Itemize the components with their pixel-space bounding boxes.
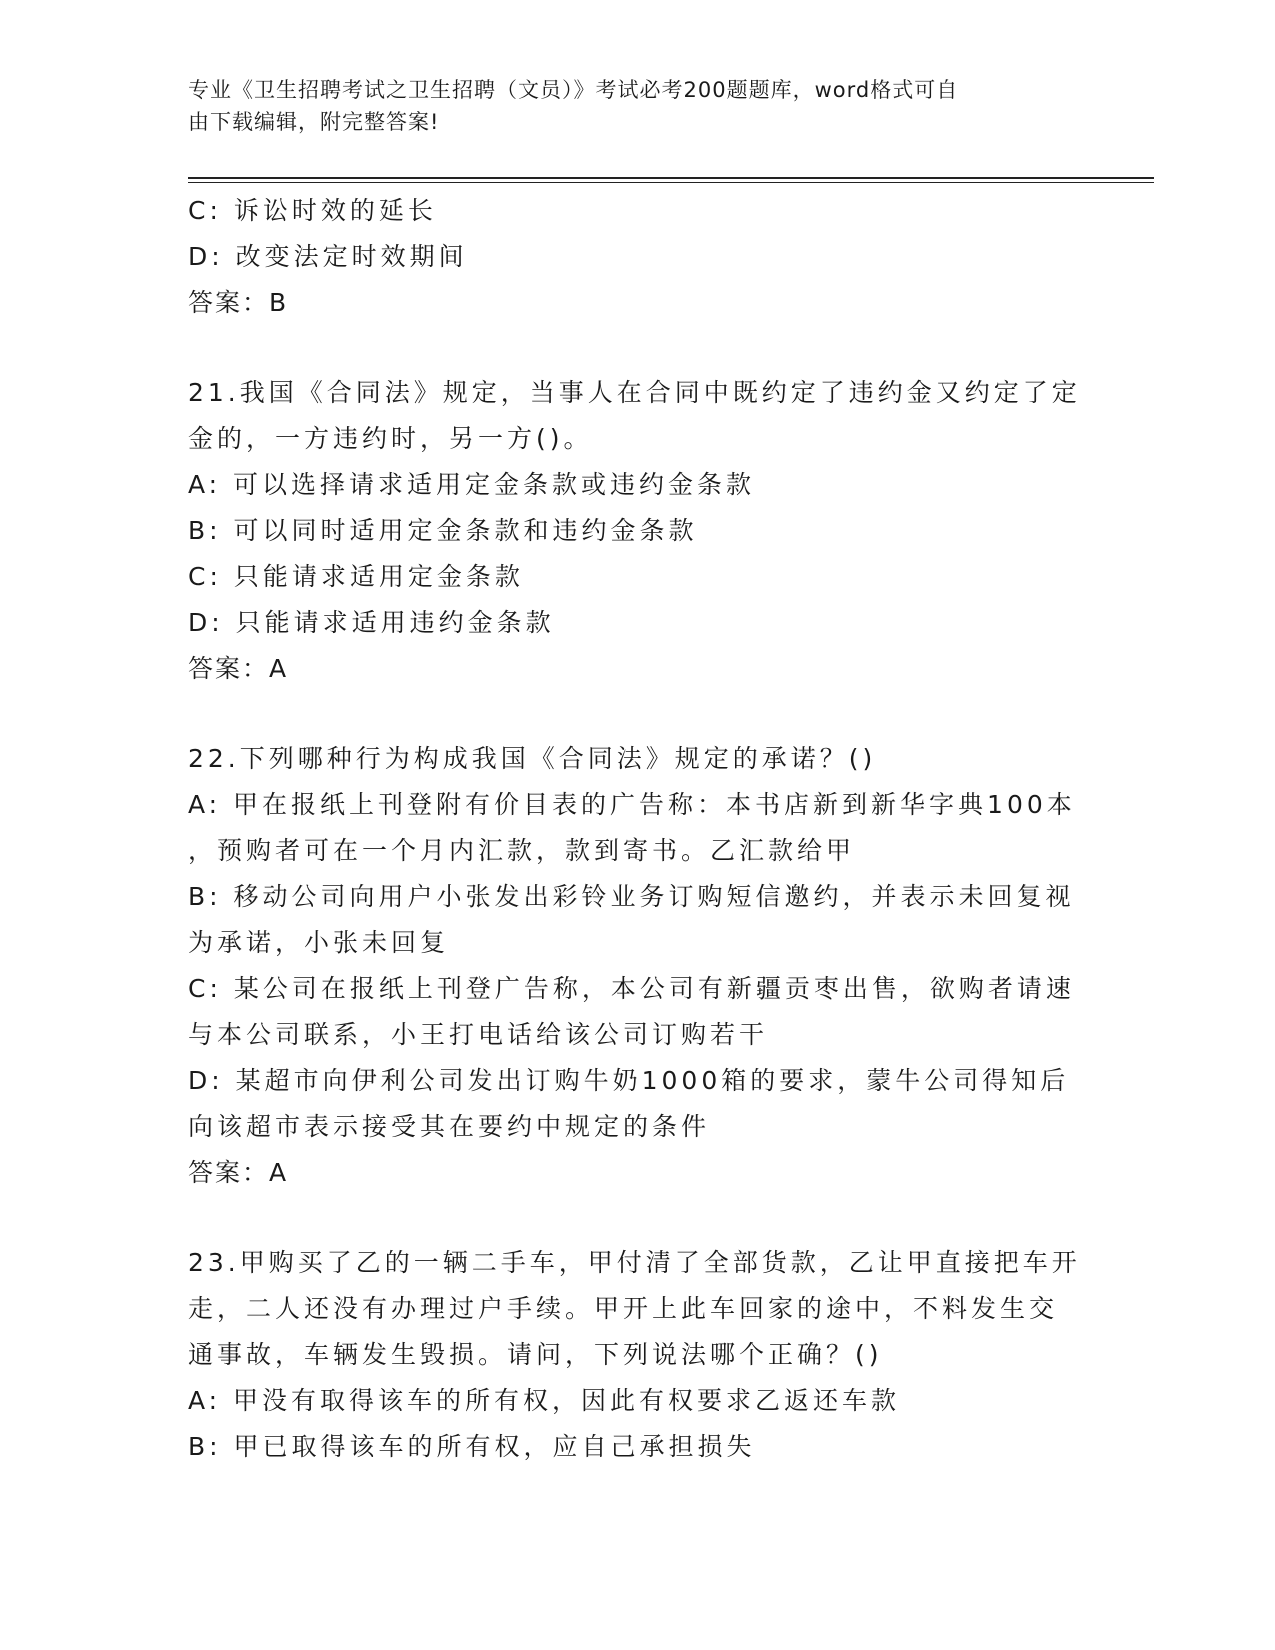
option-d: D: 只能请求适用违约金条款 bbox=[188, 608, 555, 637]
option-d: D: 某超市向伊利公司发出订购牛奶1000箱的要求，蒙牛公司得知后 bbox=[188, 1066, 1070, 1095]
option-c: C: 诉讼时效的延长 bbox=[188, 196, 437, 225]
option-a: A: 甲没有取得该车的所有权，因此有权要求乙返还车款 bbox=[188, 1386, 901, 1415]
option-c-continued: 与本公司联系，小王打电话给该公司订购若干 bbox=[188, 1020, 769, 1049]
document-header bbox=[188, 74, 1088, 138]
header-divider-thick bbox=[188, 177, 1154, 179]
option-a: A: 甲在报纸上刊登附有价目表的广告称：本书店新到新华字典100本 bbox=[188, 790, 1076, 819]
question-stem: 22.下列哪种行为构成我国《合同法》规定的承诺？() bbox=[188, 744, 877, 773]
header-divider-thin bbox=[188, 182, 1154, 183]
header-line-2: 由下载编辑，附完整答案! bbox=[188, 110, 440, 134]
question-23 bbox=[188, 1240, 1088, 1470]
spacer bbox=[188, 326, 1088, 370]
answer-label: 答案：A bbox=[188, 654, 289, 683]
header-line-1: 专业《卫生招聘考试之卫生招聘（文员）》考试必考200题题库，word格式可自 bbox=[188, 78, 959, 102]
answer-label: 答案：A bbox=[188, 1158, 289, 1187]
question-stem: 通事故，车辆发生毁损。请问，下列说法哪个正确？() bbox=[188, 1340, 883, 1369]
option-d-continued: 向该超市表示接受其在要约中规定的条件 bbox=[188, 1112, 711, 1141]
option-c: C: 某公司在报纸上刊登广告称，本公司有新疆贡枣出售，欲购者请速 bbox=[188, 974, 1075, 1003]
question-20-tail bbox=[188, 188, 1088, 326]
question-stem: 金的，一方违约时，另一方()。 bbox=[188, 424, 593, 453]
spacer bbox=[188, 692, 1088, 736]
option-a: A: 可以选择请求适用定金条款或违约金条款 bbox=[188, 470, 756, 499]
question-21 bbox=[188, 370, 1088, 692]
option-a-continued: ，预购者可在一个月内汇款，款到寄书。乙汇款给甲 bbox=[188, 836, 856, 865]
question-stem: 走，二人还没有办理过户手续。甲开上此车回家的途中，不料发生交 bbox=[188, 1294, 1059, 1323]
option-c: C: 只能请求适用定金条款 bbox=[188, 562, 524, 591]
option-b: B: 移动公司向用户小张发出彩铃业务订购短信邀约，并表示未回复视 bbox=[188, 882, 1075, 911]
option-b: B: 可以同时适用定金条款和违约金条款 bbox=[188, 516, 698, 545]
question-stem: 21.我国《合同法》规定，当事人在合同中既约定了违约金又约定了定 bbox=[188, 378, 1081, 407]
answer-label: 答案：B bbox=[188, 288, 289, 317]
question-22 bbox=[188, 736, 1088, 1196]
question-stem: 23.甲购买了乙的一辆二手车，甲付清了全部货款，乙让甲直接把车开 bbox=[188, 1248, 1081, 1277]
option-b: B: 甲已取得该车的所有权，应自己承担损失 bbox=[188, 1432, 756, 1461]
question-content bbox=[188, 188, 1088, 1470]
spacer bbox=[188, 1196, 1088, 1240]
option-d: D: 改变法定时效期间 bbox=[188, 242, 468, 271]
option-b-continued: 为承诺，小张未回复 bbox=[188, 928, 450, 957]
